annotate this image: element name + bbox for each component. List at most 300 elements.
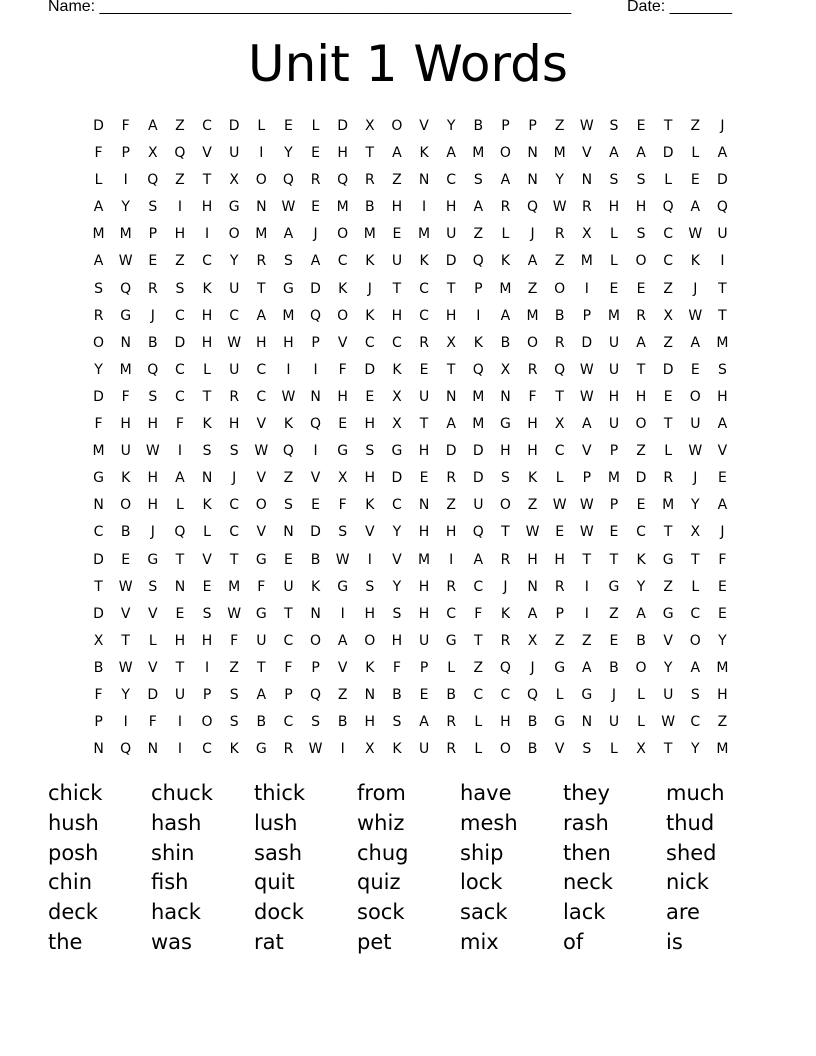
grid-letter[interactable]: K bbox=[392, 741, 402, 758]
grid-letter[interactable]: J bbox=[720, 118, 725, 134]
grid-letter[interactable]: M bbox=[282, 307, 295, 324]
grid-letter[interactable]: I bbox=[449, 551, 454, 568]
grid-letter[interactable]: Z bbox=[527, 280, 538, 297]
grid-letter[interactable]: C bbox=[283, 714, 294, 731]
grid-letter[interactable]: Z bbox=[175, 118, 185, 134]
grid-letter[interactable]: X bbox=[365, 741, 375, 758]
grid-letter[interactable]: L bbox=[501, 226, 510, 243]
grid-letter[interactable]: S bbox=[473, 172, 483, 189]
grid-letter[interactable]: T bbox=[446, 361, 456, 378]
grid-letter[interactable]: V bbox=[256, 524, 267, 541]
grid-letter[interactable]: L bbox=[664, 443, 673, 460]
grid-letter[interactable]: S bbox=[717, 361, 727, 378]
grid-letter[interactable]: I bbox=[584, 280, 589, 297]
grid-letter[interactable]: O bbox=[364, 632, 376, 649]
grid-letter[interactable]: F bbox=[121, 388, 130, 405]
grid-letter[interactable]: B bbox=[93, 659, 104, 676]
grid-letter[interactable]: P bbox=[311, 659, 320, 676]
grid-letter[interactable]: I bbox=[259, 145, 264, 162]
grid-letter[interactable]: D bbox=[147, 686, 159, 703]
grid-letter[interactable]: T bbox=[257, 280, 266, 297]
grid-letter[interactable]: V bbox=[365, 524, 375, 541]
grid-letter[interactable]: T bbox=[636, 361, 646, 378]
grid-letter[interactable]: H bbox=[174, 226, 186, 243]
name-field-label[interactable]: Name: _____________________________________________________ bbox=[48, 0, 572, 15]
grid-letter[interactable]: W bbox=[308, 741, 323, 758]
grid-letter[interactable]: K bbox=[365, 253, 375, 270]
grid-letter[interactable]: E bbox=[690, 361, 700, 378]
grid-letter[interactable]: L bbox=[94, 172, 103, 189]
grid-letter[interactable]: C bbox=[392, 334, 402, 351]
grid-letter[interactable]: N bbox=[445, 388, 457, 405]
grid-letter[interactable]: A bbox=[582, 659, 592, 676]
grid-letter[interactable]: X bbox=[392, 388, 402, 405]
grid-letter[interactable]: U bbox=[256, 632, 267, 649]
grid-letter[interactable]: H bbox=[201, 632, 213, 649]
grid-letter[interactable]: M bbox=[499, 280, 512, 297]
grid-letter[interactable]: S bbox=[636, 226, 646, 243]
grid-letter[interactable]: K bbox=[310, 578, 321, 595]
grid-letter[interactable]: V bbox=[554, 741, 565, 758]
grid-letter[interactable]: F bbox=[230, 632, 239, 649]
grid-letter[interactable]: I bbox=[340, 605, 345, 622]
grid-letter[interactable]: K bbox=[365, 307, 375, 324]
grid-letter[interactable]: A bbox=[256, 686, 267, 703]
grid-letter[interactable]: G bbox=[255, 605, 267, 622]
grid-letter[interactable]: N bbox=[581, 172, 593, 189]
grid-letter[interactable]: M bbox=[363, 226, 376, 243]
grid-letter[interactable]: N bbox=[500, 388, 511, 405]
grid-letter[interactable]: Z bbox=[636, 443, 646, 460]
grid-letter[interactable]: H bbox=[500, 714, 511, 731]
grid-letter[interactable]: K bbox=[419, 253, 429, 270]
grid-letter[interactable]: L bbox=[203, 361, 211, 378]
grid-letter[interactable]: E bbox=[311, 199, 320, 216]
grid-letter[interactable]: E bbox=[636, 280, 646, 297]
grid-letter[interactable]: X bbox=[636, 741, 646, 758]
grid-letter[interactable]: E bbox=[718, 605, 727, 622]
grid-letter[interactable]: N bbox=[310, 605, 321, 622]
grid-letter[interactable]: Y bbox=[636, 578, 646, 595]
grid-letter[interactable]: W bbox=[281, 199, 296, 216]
grid-letter[interactable]: W bbox=[335, 551, 350, 568]
grid-letter[interactable]: J bbox=[530, 226, 535, 243]
grid-letter[interactable]: Q bbox=[554, 361, 566, 378]
grid-letter[interactable]: G bbox=[500, 416, 511, 433]
grid-letter[interactable]: U bbox=[608, 361, 620, 378]
grid-letter[interactable]: S bbox=[148, 199, 158, 216]
grid-letter[interactable]: R bbox=[446, 741, 457, 758]
grid-letter[interactable]: P bbox=[582, 307, 592, 324]
grid-letter[interactable]: W bbox=[552, 497, 567, 514]
grid-letter[interactable]: C bbox=[175, 361, 185, 378]
grid-letter[interactable]: I bbox=[123, 714, 128, 731]
grid-letter[interactable]: H bbox=[527, 443, 538, 460]
grid-letter[interactable]: Q bbox=[472, 253, 484, 270]
grid-letter[interactable]: L bbox=[664, 172, 673, 189]
grid-letter[interactable]: O bbox=[499, 741, 511, 758]
grid-letter[interactable]: X bbox=[365, 118, 375, 134]
grid-letter[interactable]: O bbox=[337, 226, 349, 243]
grid-letter[interactable]: V bbox=[148, 659, 158, 676]
grid-letter[interactable]: N bbox=[120, 334, 131, 351]
grid-letter[interactable]: H bbox=[337, 145, 348, 162]
grid-letter[interactable]: T bbox=[446, 280, 456, 297]
grid-letter[interactable]: L bbox=[555, 470, 564, 487]
grid-letter[interactable]: R bbox=[446, 714, 457, 731]
grid-letter[interactable]: I bbox=[421, 199, 427, 216]
grid-letter[interactable]: M bbox=[472, 145, 485, 162]
grid-letter[interactable]: G bbox=[581, 686, 593, 703]
grid-letter[interactable]: R bbox=[147, 280, 158, 297]
grid-letter[interactable]: M bbox=[607, 470, 620, 487]
grid-letter[interactable]: S bbox=[636, 172, 646, 189]
grid-letter[interactable]: Q bbox=[716, 199, 728, 216]
grid-letter[interactable]: W bbox=[579, 361, 594, 378]
grid-letter[interactable]: I bbox=[584, 578, 589, 595]
grid-letter[interactable]: A bbox=[690, 334, 701, 351]
grid-letter[interactable]: U bbox=[418, 741, 430, 758]
grid-letter[interactable]: T bbox=[94, 578, 103, 595]
grid-letter[interactable]: L bbox=[148, 632, 157, 649]
grid-letter[interactable]: C bbox=[202, 118, 212, 134]
grid-letter[interactable]: B bbox=[473, 118, 484, 134]
grid-letter[interactable]: C bbox=[175, 307, 185, 324]
grid-letter[interactable]: O bbox=[310, 632, 322, 649]
grid-letter[interactable]: Z bbox=[527, 497, 538, 514]
grid-letter[interactable]: Q bbox=[499, 659, 511, 676]
grid-letter[interactable]: F bbox=[175, 416, 184, 433]
grid-letter[interactable]: O bbox=[689, 388, 701, 405]
grid-letter[interactable]: V bbox=[717, 443, 728, 460]
grid-letter[interactable]: H bbox=[256, 334, 267, 351]
grid-letter[interactable]: L bbox=[474, 741, 483, 758]
grid-letter[interactable]: L bbox=[637, 686, 645, 703]
grid-letter[interactable]: Y bbox=[663, 659, 673, 676]
grid-letter[interactable]: U bbox=[608, 334, 620, 351]
grid-letter[interactable]: P bbox=[474, 280, 483, 297]
grid-letter[interactable]: H bbox=[120, 416, 131, 433]
grid-letter[interactable]: T bbox=[663, 741, 673, 758]
grid-letter[interactable]: L bbox=[447, 659, 456, 676]
grid-letter[interactable]: K bbox=[202, 280, 212, 297]
grid-letter[interactable]: H bbox=[201, 199, 213, 216]
grid-letter[interactable]: T bbox=[555, 388, 564, 405]
grid-letter[interactable]: B bbox=[148, 334, 158, 351]
date-field-label[interactable]: Date: _______ bbox=[627, 0, 732, 15]
grid-letter[interactable]: H bbox=[445, 307, 457, 324]
grid-letter[interactable]: H bbox=[418, 605, 430, 622]
grid-letter[interactable]: E bbox=[718, 578, 727, 595]
grid-letter[interactable]: Z bbox=[717, 714, 728, 731]
grid-letter[interactable]: J bbox=[503, 578, 508, 595]
grid-letter[interactable]: K bbox=[500, 605, 511, 622]
grid-letter[interactable]: J bbox=[693, 280, 698, 297]
grid-letter[interactable]: M bbox=[255, 226, 268, 243]
grid-letter[interactable]: V bbox=[392, 551, 402, 568]
grid-letter[interactable]: O bbox=[93, 334, 105, 351]
grid-letter[interactable]: E bbox=[175, 605, 185, 622]
grid-letter[interactable]: S bbox=[202, 605, 212, 622]
grid-letter[interactable]: U bbox=[391, 253, 403, 270]
grid-letter[interactable]: B bbox=[337, 714, 348, 731]
grid-letter[interactable]: T bbox=[718, 280, 727, 297]
grid-letter[interactable]: I bbox=[204, 659, 210, 676]
grid-letter[interactable]: B bbox=[609, 659, 619, 676]
grid-letter[interactable]: G bbox=[554, 714, 566, 731]
grid-letter[interactable]: M bbox=[119, 361, 132, 378]
grid-letter[interactable]: O bbox=[499, 497, 511, 514]
grid-letter[interactable]: H bbox=[364, 470, 376, 487]
grid-letter[interactable]: C bbox=[473, 686, 484, 703]
grid-letter[interactable]: K bbox=[419, 145, 429, 162]
grid-letter[interactable]: T bbox=[663, 524, 673, 541]
grid-letter[interactable]: U bbox=[473, 497, 484, 514]
grid-letter[interactable]: T bbox=[257, 659, 266, 676]
grid-letter[interactable]: B bbox=[554, 307, 565, 324]
grid-letter[interactable]: E bbox=[663, 388, 673, 405]
grid-letter[interactable]: W bbox=[688, 307, 703, 324]
grid-letter[interactable]: O bbox=[228, 226, 240, 243]
grid-letter[interactable]: W bbox=[525, 524, 540, 541]
grid-letter[interactable]: N bbox=[283, 524, 294, 541]
grid-letter[interactable]: T bbox=[582, 551, 592, 568]
grid-letter[interactable]: K bbox=[473, 334, 483, 351]
grid-letter[interactable]: E bbox=[636, 497, 646, 514]
grid-letter[interactable]: A bbox=[473, 199, 484, 216]
grid-letter[interactable]: S bbox=[690, 686, 700, 703]
grid-letter[interactable]: L bbox=[203, 524, 211, 541]
grid-letter[interactable]: Q bbox=[527, 686, 539, 703]
grid-letter[interactable]: W bbox=[688, 443, 703, 460]
grid-letter[interactable]: I bbox=[177, 714, 182, 731]
grid-letter[interactable]: U bbox=[229, 361, 240, 378]
grid-letter[interactable]: A bbox=[473, 551, 484, 568]
grid-letter[interactable]: C bbox=[337, 253, 348, 270]
grid-letter[interactable]: X bbox=[582, 226, 592, 243]
grid-letter[interactable]: I bbox=[584, 605, 589, 622]
grid-letter[interactable]: O bbox=[635, 253, 647, 270]
grid-letter[interactable]: L bbox=[311, 118, 320, 134]
grid-letter[interactable]: R bbox=[93, 307, 104, 324]
grid-letter[interactable]: Z bbox=[554, 253, 565, 270]
grid-letter[interactable]: H bbox=[445, 199, 457, 216]
grid-letter[interactable]: I bbox=[313, 443, 318, 460]
grid-letter[interactable]: H bbox=[717, 388, 728, 405]
grid-letter[interactable]: R bbox=[500, 199, 511, 216]
grid-letter[interactable]: K bbox=[121, 470, 131, 487]
grid-letter[interactable]: W bbox=[579, 497, 594, 514]
grid-letter[interactable]: U bbox=[663, 686, 674, 703]
grid-letter[interactable]: N bbox=[418, 497, 430, 514]
grid-letter[interactable]: O bbox=[689, 632, 701, 649]
grid-letter[interactable]: C bbox=[690, 605, 701, 622]
grid-letter[interactable]: Z bbox=[175, 253, 185, 270]
grid-letter[interactable]: O bbox=[391, 118, 403, 134]
grid-letter[interactable]: F bbox=[94, 686, 103, 703]
grid-letter[interactable]: X bbox=[554, 416, 565, 433]
grid-letter[interactable]: Z bbox=[663, 334, 673, 351]
grid-letter[interactable]: P bbox=[94, 714, 103, 731]
grid-letter[interactable]: P bbox=[582, 470, 592, 487]
grid-letter[interactable]: J bbox=[232, 470, 237, 487]
grid-letter[interactable]: S bbox=[229, 686, 239, 703]
grid-letter[interactable]: G bbox=[255, 551, 267, 568]
grid-letter[interactable]: V bbox=[337, 659, 348, 676]
grid-letter[interactable]: E bbox=[202, 578, 212, 595]
grid-letter[interactable]: H bbox=[174, 632, 186, 649]
grid-letter[interactable]: G bbox=[255, 741, 267, 758]
grid-letter[interactable]: K bbox=[636, 551, 646, 568]
grid-letter[interactable]: F bbox=[338, 497, 347, 514]
grid-letter[interactable]: X bbox=[446, 334, 456, 351]
grid-letter[interactable]: R bbox=[500, 551, 511, 568]
grid-letter[interactable]: V bbox=[148, 605, 158, 622]
grid-letter[interactable]: M bbox=[228, 578, 241, 595]
grid-letter[interactable]: K bbox=[690, 253, 700, 270]
grid-letter[interactable]: J bbox=[693, 470, 698, 487]
grid-letter[interactable]: R bbox=[310, 172, 321, 189]
grid-letter[interactable]: R bbox=[554, 334, 565, 351]
grid-letter[interactable]: W bbox=[227, 605, 242, 622]
grid-letter[interactable]: W bbox=[254, 443, 269, 460]
grid-letter[interactable]: N bbox=[581, 714, 593, 731]
grid-letter[interactable]: J bbox=[367, 280, 372, 297]
grid-letter[interactable]: D bbox=[662, 361, 674, 378]
grid-letter[interactable]: Y bbox=[284, 145, 293, 162]
grid-letter[interactable]: F bbox=[257, 578, 266, 595]
grid-letter[interactable]: F bbox=[392, 659, 401, 676]
grid-letter[interactable]: F bbox=[528, 388, 537, 405]
grid-letter[interactable]: L bbox=[176, 497, 184, 514]
grid-letter[interactable]: V bbox=[202, 551, 212, 568]
grid-letter[interactable]: H bbox=[527, 551, 538, 568]
grid-letter[interactable]: H bbox=[147, 470, 159, 487]
grid-letter[interactable]: A bbox=[527, 605, 538, 622]
grid-letter[interactable]: M bbox=[92, 443, 105, 460]
grid-letter[interactable]: B bbox=[636, 632, 646, 649]
grid-letter[interactable]: Z bbox=[554, 632, 565, 649]
grid-letter[interactable]: Y bbox=[555, 172, 564, 189]
grid-letter[interactable]: M bbox=[607, 307, 620, 324]
grid-letter[interactable]: G bbox=[120, 307, 132, 324]
grid-letter[interactable]: E bbox=[365, 388, 375, 405]
grid-letter[interactable]: A bbox=[690, 659, 701, 676]
grid-letter[interactable]: A bbox=[636, 334, 646, 351]
grid-letter[interactable]: C bbox=[473, 578, 484, 595]
grid-letter[interactable]: I bbox=[204, 226, 210, 243]
grid-letter[interactable]: A bbox=[636, 605, 646, 622]
grid-letter[interactable]: Q bbox=[120, 280, 132, 297]
grid-letter[interactable]: C bbox=[663, 226, 674, 243]
grid-letter[interactable]: M bbox=[716, 659, 729, 676]
grid-letter[interactable]: R bbox=[229, 388, 240, 405]
grid-letter[interactable]: H bbox=[554, 551, 565, 568]
grid-letter[interactable]: M bbox=[119, 226, 132, 243]
grid-letter[interactable]: H bbox=[337, 388, 348, 405]
grid-letter[interactable]: F bbox=[148, 714, 157, 731]
grid-letter[interactable]: D bbox=[662, 145, 674, 162]
grid-letter[interactable]: A bbox=[256, 307, 267, 324]
grid-letter[interactable]: U bbox=[418, 632, 430, 649]
grid-letter[interactable]: C bbox=[175, 388, 185, 405]
grid-letter[interactable]: J bbox=[150, 307, 155, 324]
grid-letter[interactable]: R bbox=[554, 578, 565, 595]
grid-letter[interactable]: F bbox=[121, 118, 130, 134]
grid-letter[interactable]: Y bbox=[392, 524, 402, 541]
grid-letter[interactable]: S bbox=[175, 280, 185, 297]
grid-letter[interactable]: Q bbox=[527, 199, 539, 216]
grid-letter[interactable]: S bbox=[365, 578, 375, 595]
grid-letter[interactable]: T bbox=[175, 551, 185, 568]
grid-letter[interactable]: C bbox=[229, 524, 240, 541]
grid-letter[interactable]: Y bbox=[121, 686, 130, 703]
grid-letter[interactable]: C bbox=[364, 334, 375, 351]
grid-letter[interactable]: C bbox=[283, 632, 294, 649]
grid-letter[interactable]: I bbox=[123, 172, 128, 189]
grid-letter[interactable]: C bbox=[663, 253, 674, 270]
grid-letter[interactable]: L bbox=[555, 686, 564, 703]
grid-letter[interactable]: X bbox=[229, 172, 239, 189]
grid-letter[interactable]: H bbox=[391, 199, 403, 216]
grid-letter[interactable]: Q bbox=[147, 361, 159, 378]
grid-letter[interactable]: C bbox=[202, 741, 212, 758]
grid-letter[interactable]: A bbox=[419, 714, 429, 731]
grid-letter[interactable]: Y bbox=[392, 578, 402, 595]
grid-letter[interactable]: K bbox=[527, 470, 538, 487]
grid-letter[interactable]: K bbox=[229, 741, 239, 758]
grid-letter[interactable]: L bbox=[637, 714, 645, 731]
grid-letter[interactable]: W bbox=[579, 388, 594, 405]
grid-letter[interactable]: A bbox=[337, 632, 348, 649]
grid-letter[interactable]: V bbox=[663, 632, 673, 649]
grid-letter[interactable]: T bbox=[718, 307, 727, 324]
grid-letter[interactable]: H bbox=[364, 714, 376, 731]
grid-letter[interactable]: W bbox=[118, 578, 133, 595]
grid-letter[interactable]: L bbox=[691, 578, 700, 595]
grid-letter[interactable]: O bbox=[635, 659, 647, 676]
grid-letter[interactable]: K bbox=[283, 416, 294, 433]
grid-letter[interactable]: C bbox=[419, 307, 429, 324]
grid-letter[interactable]: Q bbox=[310, 416, 322, 433]
grid-letter[interactable]: M bbox=[716, 334, 729, 351]
grid-letter[interactable]: I bbox=[286, 361, 291, 378]
grid-letter[interactable]: J bbox=[150, 524, 155, 541]
grid-letter[interactable]: C bbox=[93, 524, 104, 541]
grid-letter[interactable]: N bbox=[527, 172, 538, 189]
grid-letter[interactable]: C bbox=[636, 524, 646, 541]
grid-letter[interactable]: O bbox=[255, 172, 267, 189]
grid-letter[interactable]: Z bbox=[663, 578, 673, 595]
grid-letter[interactable]: B bbox=[392, 686, 402, 703]
grid-letter[interactable]: F bbox=[718, 551, 727, 568]
grid-letter[interactable]: V bbox=[256, 470, 267, 487]
grid-letter[interactable]: F bbox=[94, 145, 103, 162]
grid-letter[interactable]: B bbox=[527, 714, 538, 731]
grid-letter[interactable]: D bbox=[472, 470, 484, 487]
grid-letter[interactable]: W bbox=[227, 334, 242, 351]
grid-letter[interactable]: G bbox=[337, 578, 349, 595]
grid-letter[interactable]: G bbox=[391, 443, 403, 460]
grid-letter[interactable]: M bbox=[716, 741, 729, 758]
grid-letter[interactable]: Z bbox=[446, 497, 456, 514]
grid-letter[interactable]: C bbox=[392, 497, 402, 514]
grid-letter[interactable]: E bbox=[284, 551, 293, 568]
grid-letter[interactable]: Q bbox=[174, 145, 186, 162]
grid-letter[interactable]: R bbox=[364, 172, 375, 189]
grid-letter[interactable]: H bbox=[228, 416, 240, 433]
grid-letter[interactable]: U bbox=[608, 416, 620, 433]
